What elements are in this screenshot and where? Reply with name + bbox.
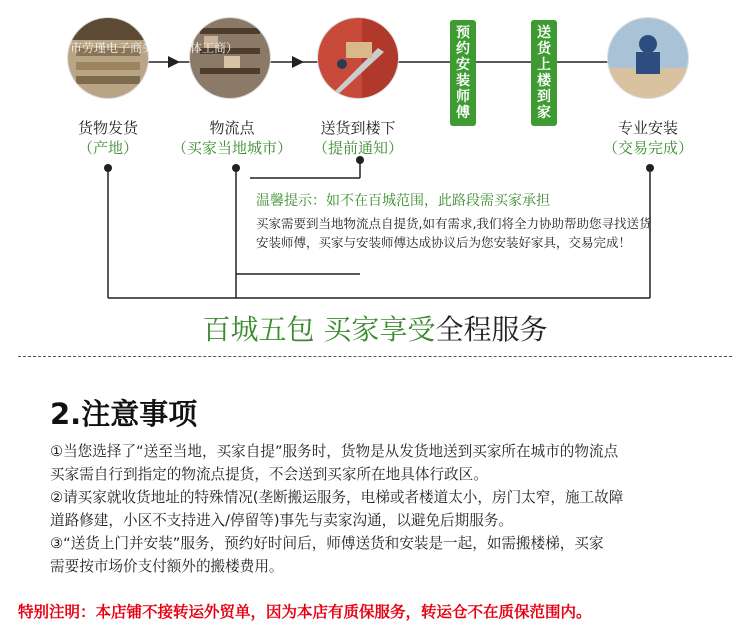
badge-schedule-installer: 预 约 安 装 师 傅 (450, 20, 476, 126)
service-banner (0, 308, 750, 348)
installer-photo-icon (608, 18, 688, 98)
stage-sub: （产地） (77, 139, 138, 157)
special-notice: 特别注明：本店铺不接转运外贸单，因为本店有质保服务，转运仓不在质保范围内。 (18, 603, 592, 621)
stage-downstairs (298, 118, 418, 158)
stage-logistics (162, 118, 302, 158)
notice-line: 买家需自行到指定的物流点提货，不会送到买家所在地具体行政区。 (50, 466, 488, 483)
tip-title: 温馨提示：如不在百城范围，此路段需买家承担 (256, 193, 550, 209)
logistics-shelves-photo-icon (190, 18, 270, 98)
stage-install (588, 118, 708, 158)
arrow-icon (168, 56, 180, 68)
notice-line: ①当您选择了“送至当地，买家自提”服务时，货物是从发货地送到买家所在城市的物流点 (50, 443, 619, 460)
notice-heading: 2.注意事项 (50, 397, 198, 431)
stage-sub: （买家当地城市） (171, 139, 292, 157)
stage-sub: （交易完成） (602, 139, 693, 157)
stage-sub: （提前通知） (312, 139, 403, 157)
arrow-icon (292, 56, 304, 68)
notice-line: ②请买家就收货地址的特殊情况(垄断搬运服务，电梯或者楼道太小，房门太窄，施工故障 (50, 489, 624, 506)
delivery-stairs-photo-icon (318, 18, 398, 98)
stage-title: 货物发货 (77, 119, 138, 137)
stage-shipment (48, 118, 168, 158)
notice-line: ③“送货上门并安装”服务，预约好时间后，师傅送货和安装是一起，如需搬楼梯，买家 (50, 535, 604, 552)
delivery-flow (0, 0, 750, 300)
banner-green-text: 百城五包 买家享受 (202, 313, 436, 346)
tip-body: 买家需要到当地物流点自提货,如有需求,我们将全力协助帮助您寻找送货安装师傅，买家与安装师傅达成协议后为您安装好家具，交易完成！ (256, 216, 652, 250)
dashed-divider (18, 356, 732, 357)
notice-line: 道路修建，小区不支持进入/停留等)事先与卖家沟通，以避免后期服务。 (50, 512, 514, 529)
stage-title: 物流点 (209, 119, 255, 137)
stage-title: 送货到楼下 (320, 119, 396, 137)
banner-dark-text: 全程服务 (435, 313, 548, 346)
badge-deliver-upstairs: 送 货 上 楼 到 家 (531, 20, 557, 126)
stage-title: 专业安装 (617, 119, 678, 137)
notice-line: 需要按市场价支付额外的搬楼费用。 (50, 558, 284, 575)
watermark-text: 市劳瑾电子商务行（个体工商） (70, 41, 239, 55)
notice-list (50, 440, 740, 578)
warehouse-photo-icon (68, 18, 148, 98)
